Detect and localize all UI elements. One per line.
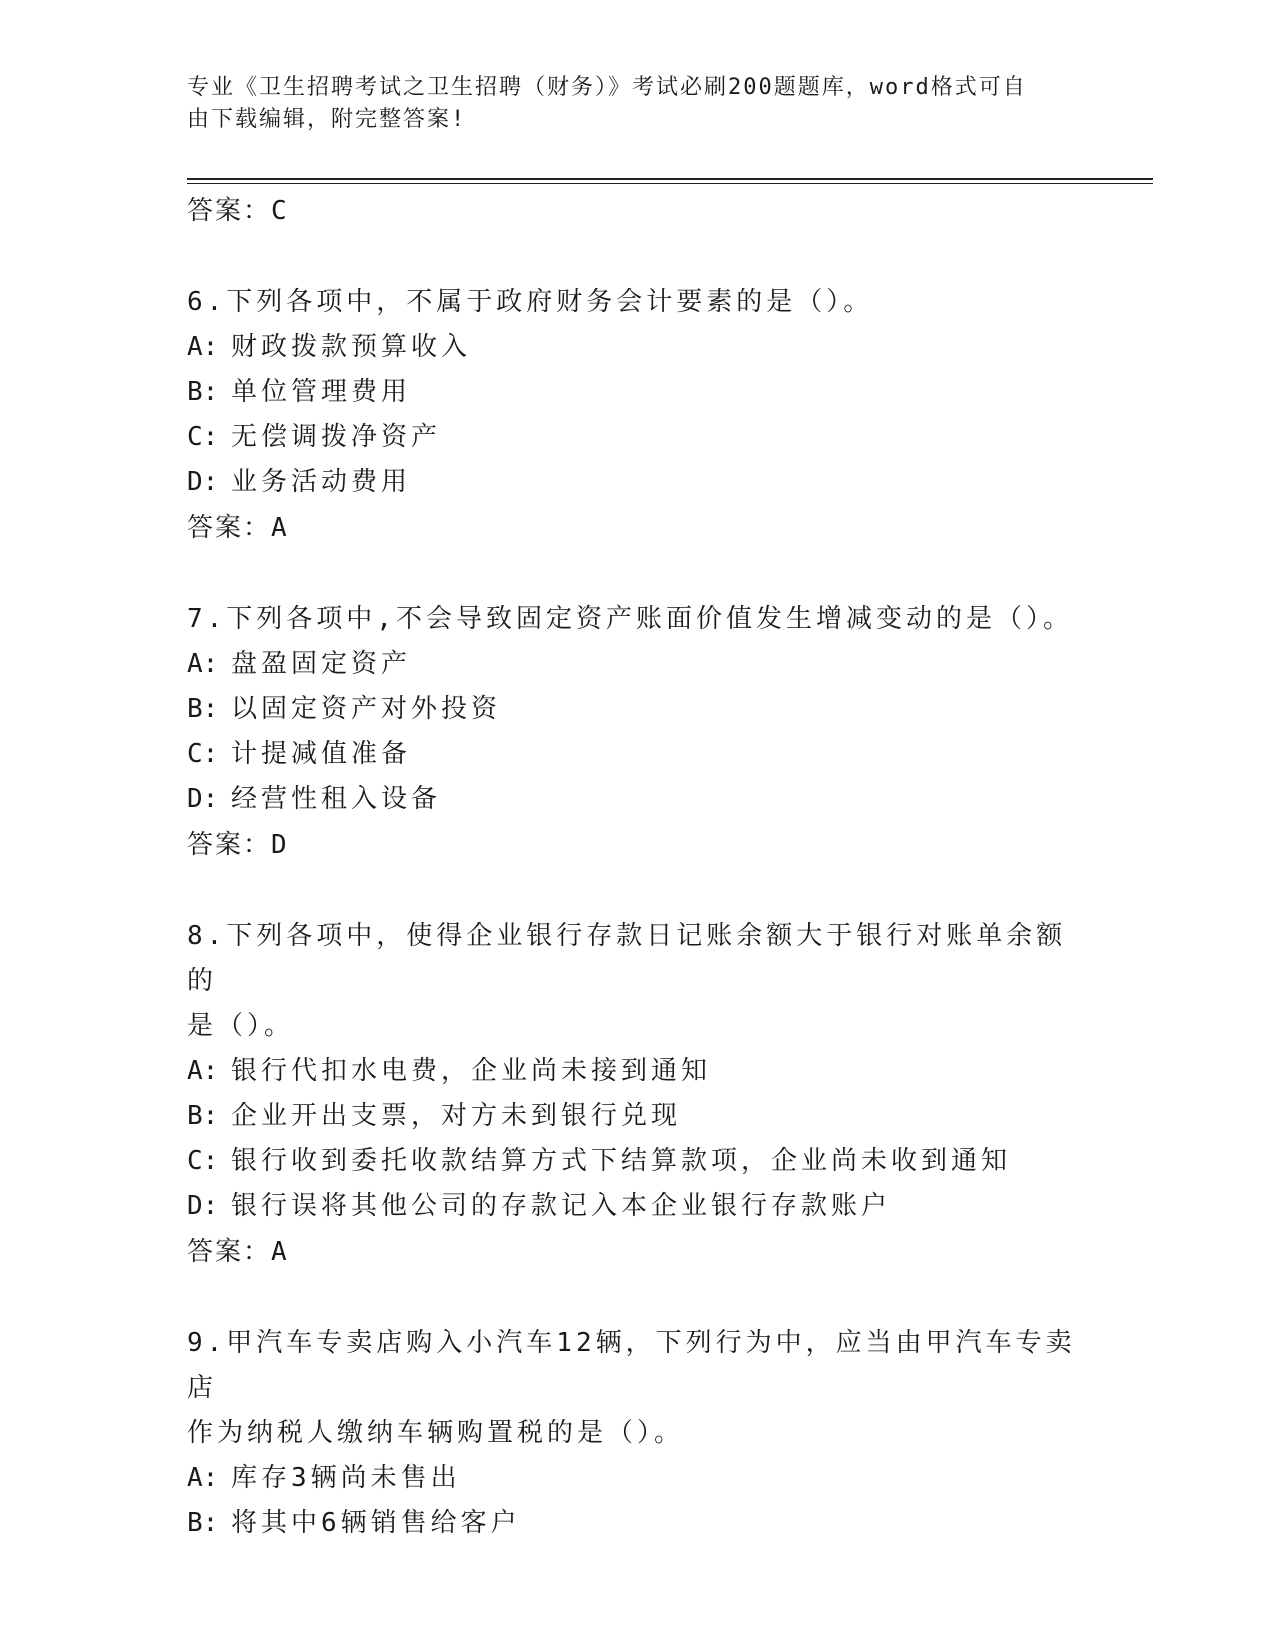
answer-value: C xyxy=(271,196,289,226)
answer-line xyxy=(187,822,1087,868)
question-stem: 作为纳税人缴纳车辆购置税的是（）。 xyxy=(187,1418,685,1448)
option-key: C: xyxy=(187,1146,219,1176)
option-key: B: xyxy=(187,694,219,724)
answer-label: 答案： xyxy=(187,830,272,860)
option-item xyxy=(187,1049,1087,1094)
option-item xyxy=(187,642,1087,687)
option-text: 以固定资产对外投资 xyxy=(231,694,502,724)
question-stem: 8.下列各项中，使得企业银行存款日记账余额大于银行对账单余额的 xyxy=(187,921,1067,996)
header-rule-thick xyxy=(187,178,1153,180)
option-key: D: xyxy=(187,1191,219,1221)
option-item xyxy=(187,1184,1087,1229)
answer-value: A xyxy=(271,513,289,543)
option-item xyxy=(187,370,1087,415)
option-text: 财政拨款预算收入 xyxy=(231,332,472,362)
option-item xyxy=(187,777,1087,822)
option-key: B: xyxy=(187,1508,219,1538)
option-text: 银行收到委托收款结算方式下结算款项，企业尚未收到通知 xyxy=(231,1146,1012,1176)
option-key: B: xyxy=(187,377,219,407)
option-item xyxy=(187,732,1087,777)
option-item xyxy=(187,1456,1087,1501)
option-key: C: xyxy=(187,739,219,769)
header-line-2: 由下载编辑，附完整答案! xyxy=(187,107,467,132)
question-stem: 6.下列各项中，不属于政府财务会计要素的是（）。 xyxy=(187,287,874,317)
option-key: B: xyxy=(187,1101,219,1131)
option-item xyxy=(187,1094,1087,1139)
option-key: A: xyxy=(187,1463,219,1493)
option-text: 单位管理费用 xyxy=(231,377,412,407)
answer-value: D xyxy=(271,830,289,860)
option-text: 银行误将其他公司的存款记入本企业银行存款账户 xyxy=(231,1191,892,1221)
option-item xyxy=(187,460,1087,505)
answer-label: 答案： xyxy=(187,196,272,226)
answer-line xyxy=(187,188,1087,234)
option-item xyxy=(187,325,1087,370)
option-text: 企业开出支票，对方未到银行兑现 xyxy=(231,1101,682,1131)
option-item xyxy=(187,1501,1087,1546)
question-block xyxy=(187,597,1087,868)
option-text: 将其中6辆销售给客户 xyxy=(231,1508,521,1538)
option-text: 无偿调拨净资产 xyxy=(231,422,442,452)
question-block xyxy=(187,914,1087,1275)
option-text: 库存3辆尚未售出 xyxy=(231,1463,461,1493)
answer-line xyxy=(187,1229,1087,1275)
document-header xyxy=(187,72,1067,136)
option-key: A: xyxy=(187,1056,219,1086)
answer-line xyxy=(187,505,1087,551)
option-item xyxy=(187,1139,1087,1184)
option-text: 业务活动费用 xyxy=(231,467,412,497)
option-item xyxy=(187,415,1087,460)
option-key: A: xyxy=(187,649,219,679)
option-key: D: xyxy=(187,784,219,814)
question-stem: 9.甲汽车专卖店购入小汽车12辆，下列行为中，应当由甲汽车专卖店 xyxy=(187,1328,1076,1403)
question-list xyxy=(187,188,1087,1546)
option-key: D: xyxy=(187,467,219,497)
answer-label: 答案： xyxy=(187,513,272,543)
question-stem: 是（）。 xyxy=(187,1011,295,1041)
option-text: 计提减值准备 xyxy=(231,739,412,769)
header-rule-thin xyxy=(187,183,1153,184)
question-block xyxy=(187,1321,1087,1546)
option-text: 盘盈固定资产 xyxy=(231,649,412,679)
answer-value: A xyxy=(271,1237,289,1267)
option-text: 经营性租入设备 xyxy=(231,784,442,814)
question-block xyxy=(187,280,1087,551)
option-item xyxy=(187,687,1087,732)
option-key: C: xyxy=(187,422,219,452)
question-stem: 7.下列各项中,不会导致固定资产账面价值发生增减变动的是（）。 xyxy=(187,604,1073,634)
answer-label: 答案： xyxy=(187,1237,272,1267)
option-key: A: xyxy=(187,332,219,362)
header-line-1: 专业《卫生招聘考试之卫生招聘（财务）》考试必刷200题题库，word格式可自 xyxy=(187,75,1027,100)
option-text: 银行代扣水电费，企业尚未接到通知 xyxy=(231,1056,712,1086)
